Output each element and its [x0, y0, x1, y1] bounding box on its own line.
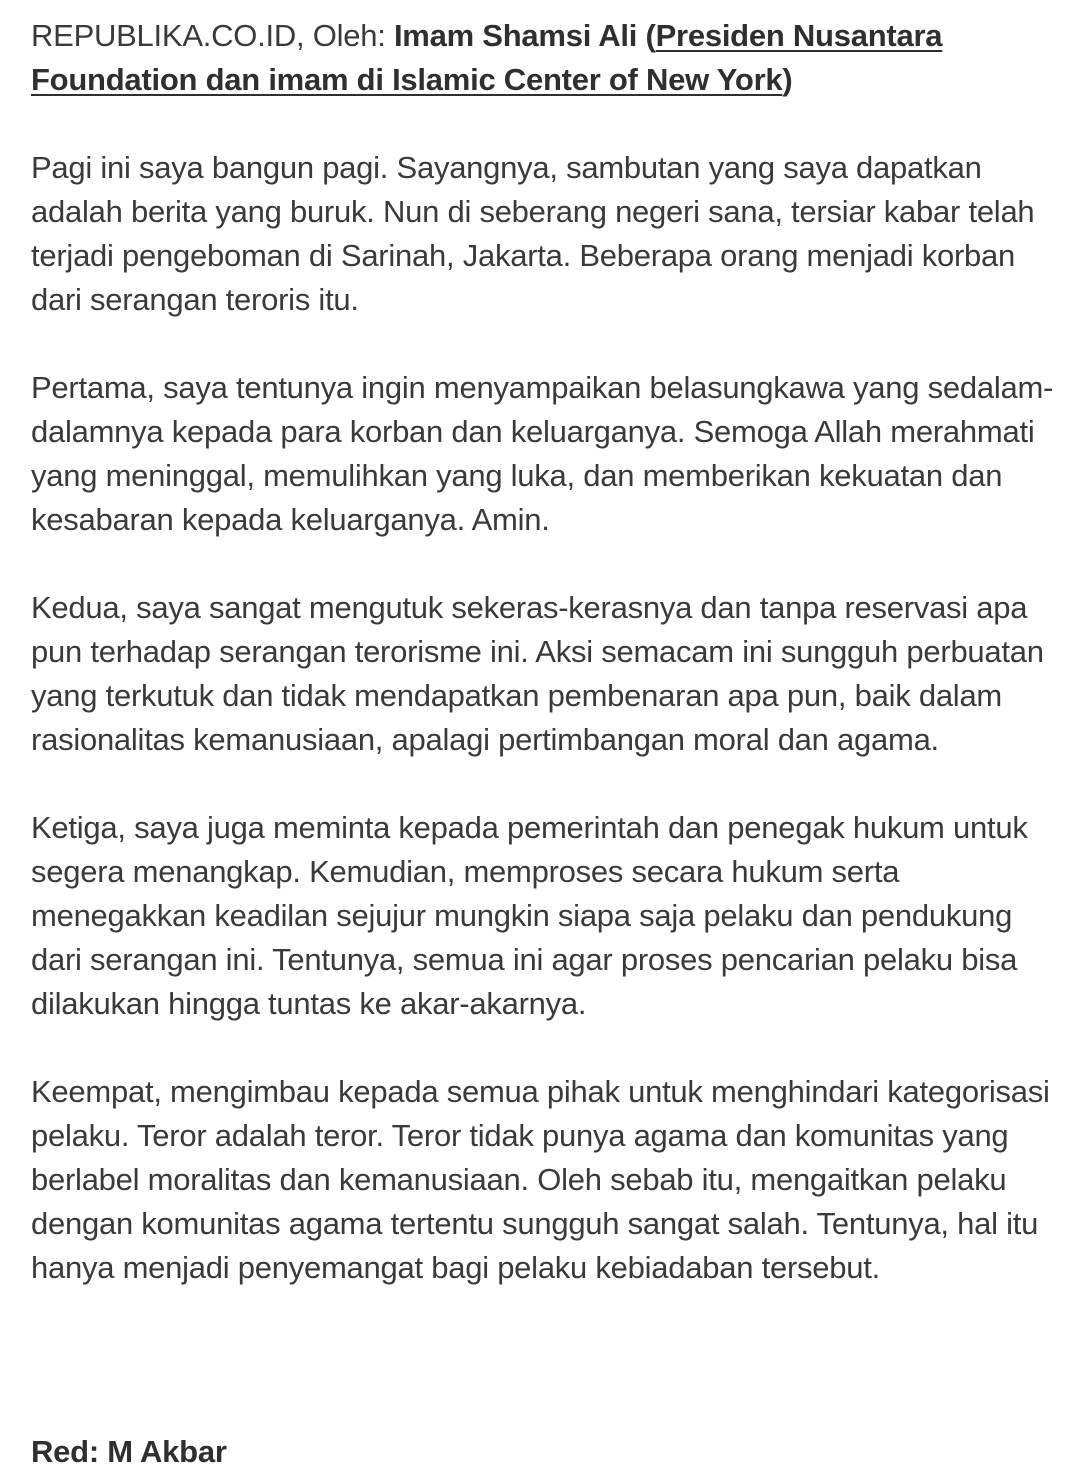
byline: [31, 14, 1061, 102]
article-body: [31, 14, 1061, 1469]
source-label: REPUBLIKA.CO.ID, Oleh:: [31, 18, 386, 53]
paragraph-4: Ketiga, saya juga meminta kepada pemerintah dan penegak hukum untuk segera menangkap. Kemudian, memproses secara hukum serta menegakkan keadilan sejujur mungkin siapa saja pelaku dan pendukung dari serangan ini. Tentunya, semua ini agar proses pencarian pelaku bisa dilakukan hingga tuntas ke akar-akarnya.: [31, 810, 1028, 1021]
paren-open: (: [645, 18, 656, 53]
paragraph-3: Kedua, saya sangat mengutuk sekeras-kerasnya dan tanpa reservasi apa pun terhadap serangan terorisme ini. Aksi semacam ini sungguh perbuatan yang terkutuk dan tidak mendapatkan pembenaran apa pun, baik dalam rasionalitas kemanusiaan, apalagi pertimbangan moral dan agama.: [31, 590, 1044, 757]
paragraph-5: Keempat, mengimbau kepada semua pihak untuk menghindari kategorisasi pelaku. Teror adalah teror. Teror tidak punya agama dan komunitas yang berlabel moralitas dan kemanusiaan. Oleh sebab itu, mengaitkan pelaku dengan komunitas agama tertentu sungguh sangat salah. Tentunya, hal itu hanya menjadi penyemangat bagi pelaku kebiadaban tersebut.: [31, 1074, 1050, 1285]
paragraph-1: Pagi ini saya bangun pagi. Sayangnya, sambutan yang saya dapatkan adalah berita yang buruk. Nun di seberang negeri sana, tersiar kabar telah terjadi pengeboman di Sarinah, Jakarta. Beberapa orang menjadi korban dari serangan teroris itu.: [31, 150, 1035, 317]
author-affiliation-link[interactable]: Presiden Nusantara Foundation dan imam di Islamic Center of New York: [31, 18, 943, 97]
author-name: Imam Shamsi Ali: [393, 18, 638, 53]
paren-close: ): [782, 62, 793, 97]
editor-credit: Red: M Akbar: [31, 1434, 227, 1469]
paragraph-2: Pertama, saya tentunya ingin menyampaikan belasungkawa yang sedalam-dalamnya kepada para korban dan keluarganya. Semoga Allah merahmati yang meninggal, memulihkan yang luka, dan memberikan kekuatan dan kesabaran kepada keluarganya. Amin.: [31, 370, 1054, 537]
